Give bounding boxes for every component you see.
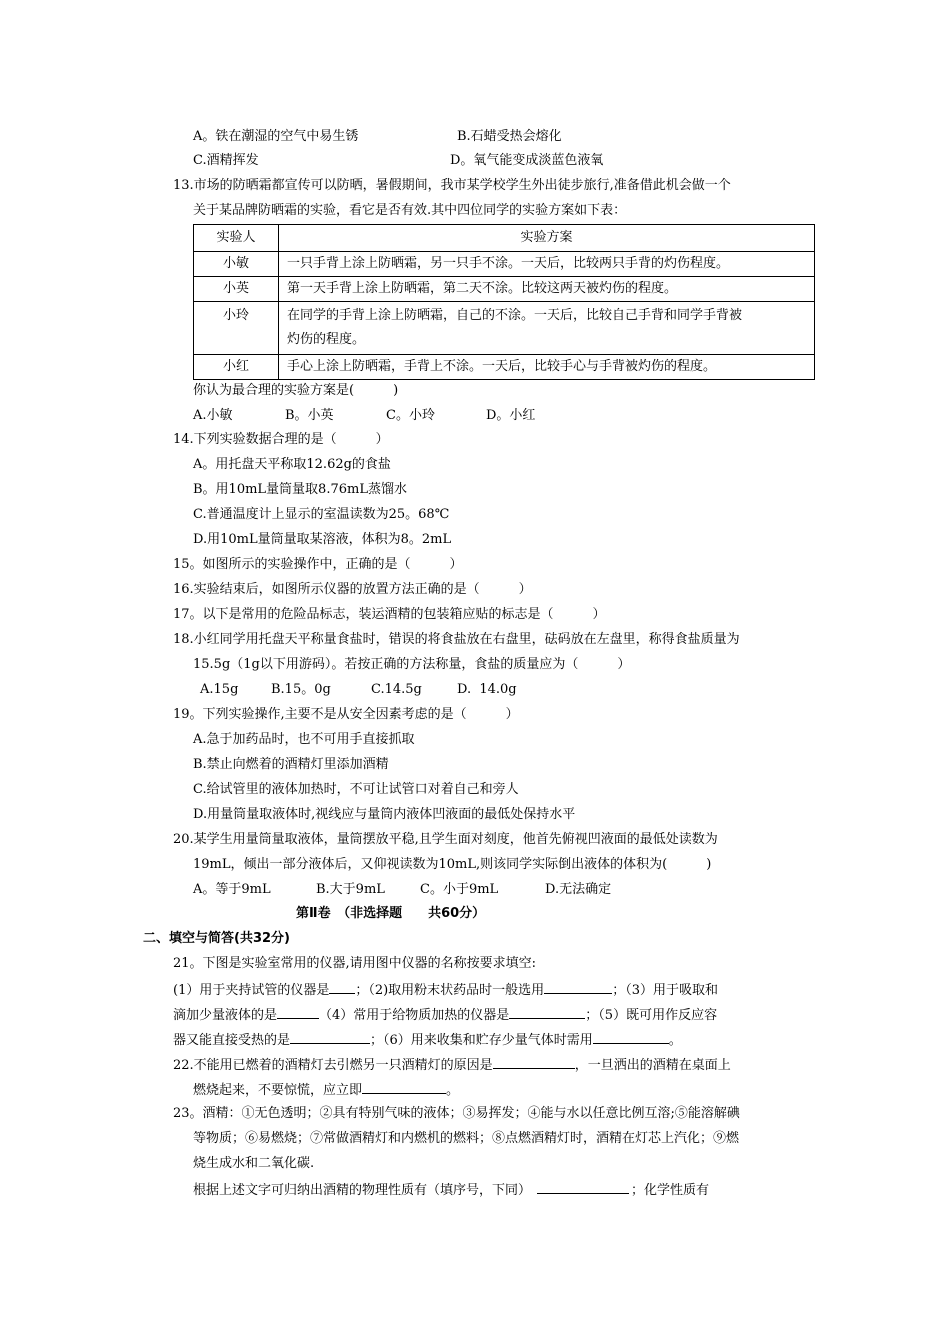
- q20-option-a: A。等于9mL: [193, 882, 271, 897]
- q14-option-d: D.用10mL量筒量取某溶液，体积为8。2mL: [193, 532, 452, 547]
- q12-option-a: A。铁在潮湿的空气中易生锈: [193, 129, 359, 144]
- q23-line1: 23。酒精：①无色透明；②具有特别气味的液体；③易挥发；④能与水以任意比例互溶;⑤能溶解碘: [173, 1106, 740, 1121]
- q14-option-c: C.普通温度计上显示的室温读数为25。68℃: [193, 507, 450, 522]
- q15-stem: 15。如图所示的实验操作中，正确的是（ ）: [173, 557, 463, 572]
- table-header-plan: 实验方案: [279, 225, 815, 252]
- q12-option-d: D。氧气能变成淡蓝色液氧: [450, 153, 604, 168]
- table-header-person: 实验人: [194, 225, 279, 252]
- answer-blank[interactable]: [277, 1005, 319, 1019]
- q21-text: 滴加少量液体的是: [173, 1008, 278, 1023]
- q13-stem-line1: 13.市场的防晒霜都宣传可以防晒，暑假期间，我市某学校学生外出徒步旅行,准备借此机会做一个: [173, 178, 731, 193]
- q19-option-d: D.用量筒量取液体时,视线应与量筒内液体凹液面的最低处保持水平: [193, 807, 576, 822]
- table-cell-plan-line1: 在同学的手背上涂上防晒霜，自己的不涂。一天后，比较自己手背和同学手背被: [287, 308, 743, 323]
- q23-text: ；化学性质有: [631, 1183, 710, 1198]
- q20-option-b: B.大于9mL: [316, 882, 385, 897]
- q23-line2: 等物质；⑥易燃烧；⑦常做酒精灯和内燃机的燃料；⑧点燃酒精灯时，酒精在灯芯上汽化；⑨燃: [193, 1131, 740, 1146]
- q20-stem-line2: 19mL，倾出一部分液体后，又仰视读数为10mL,则该同学实际倒出液体的体积为( ): [193, 857, 712, 872]
- table-cell-plan-line2: 灼伤的程度。: [287, 332, 366, 347]
- table-row: [194, 302, 815, 355]
- q13-option-c: C。小玲: [386, 408, 435, 423]
- q22-text: 22.不能用已燃着的酒精灯去引燃另一只酒精灯的原因是: [173, 1058, 493, 1073]
- q21-text: ；（6）用来收集和贮存少量气体时需用: [370, 1033, 593, 1048]
- q13-option-a: A.小敏: [193, 408, 233, 423]
- q14-stem: 14.下列实验数据合理的是（ ）: [173, 432, 389, 447]
- answer-blank[interactable]: [290, 1030, 370, 1044]
- q21-stem: 21。下图是实验室常用的仪器,请用图中仪器的名称按要求填空:: [173, 956, 537, 971]
- q22-text: 燃烧起来，不要惊慌，应立即: [193, 1083, 363, 1098]
- q20-option-d: D.无法确定: [545, 882, 612, 897]
- table-cell-plan: 一只手背上涂上防晒霜，另一只手不涂。一天后，比较两只手背的灼伤程度。: [279, 252, 815, 277]
- q18-option-c: C.14.5g: [371, 682, 422, 697]
- q14-option-a: A。用托盘天平称取12.62g的食盐: [193, 457, 391, 472]
- table-cell-plan: [279, 302, 815, 355]
- table-cell-person: 小红: [194, 355, 279, 380]
- answer-blank[interactable]: [593, 1030, 669, 1044]
- q17-stem: 17。以下是常用的危险品标志，装运酒精的包装箱应贴的标志是（ ）: [173, 607, 606, 622]
- table-cell-person: 小玲: [194, 302, 279, 355]
- q23-line4: [193, 1180, 709, 1200]
- q19-stem: 19。下列实验操作,主要不是从安全因素考虑的是（ ）: [173, 707, 519, 722]
- q16-stem: 16.实验结束后，如图所示仪器的放置方法正确的是（ ）: [173, 582, 532, 597]
- q22-text: ，一旦洒出的酒精在桌面上: [574, 1058, 731, 1073]
- table-header-row: [194, 225, 815, 252]
- q21-text: ；（2)取用粉末状药品时一般选用: [355, 983, 545, 998]
- q19-option-b: B.禁止向燃着的酒精灯里添加酒精: [193, 757, 389, 772]
- answer-blank[interactable]: [329, 980, 355, 994]
- q18-stem-line2: 15.5g（1g以下用游码）。若按正确的方法称量，食盐的质量应为（ ）: [193, 657, 631, 672]
- answer-blank[interactable]: [537, 1180, 629, 1194]
- q21-text: 器又能直接受热的是: [173, 1033, 291, 1048]
- q22-line1: [173, 1055, 731, 1075]
- q18-stem-line1: 18.小红同学用托盘天平称量食盐时，错误的将食盐放在右盘里，砝码放在左盘里，称得食盐质量为: [173, 632, 740, 647]
- table-row: [194, 355, 815, 380]
- q20-option-c: C。小于9mL: [420, 882, 499, 897]
- q21-text: 。: [668, 1033, 682, 1048]
- q22-text: 。: [446, 1083, 460, 1098]
- q23-text: 根据上述文字可归纳出酒精的物理性质有（填序号，下同）: [193, 1183, 532, 1198]
- table-cell-plan: 第一天手背上涂上防晒霜，第二天不涂。比较这两天被灼伤的程度。: [279, 277, 815, 302]
- table-cell-plan: 手心上涂上防晒霜，手背上不涂。一天后，比较手心与手背被灼伤的程度。: [279, 355, 815, 380]
- answer-blank[interactable]: [509, 1005, 585, 1019]
- q21-text: ；（3）用于吸取和: [612, 983, 718, 998]
- part2-title: 第Ⅱ卷 （非选择题 共60分）: [296, 906, 486, 921]
- answer-blank[interactable]: [362, 1080, 446, 1094]
- q19-option-c: C.给试管里的液体加热时，不可让试管口对着自己和旁人: [193, 782, 519, 797]
- q13-ask: 你认为最合理的实验方案是( ): [193, 383, 399, 398]
- q13-stem-line2: 关于某品牌防晒霜的实验，看它是否有效.其中四位同学的实验方案如下表：: [193, 203, 627, 218]
- q18-option-d: D. 14.0g: [457, 682, 517, 697]
- q13-option-b: B。小英: [285, 408, 334, 423]
- q12-option-b: B.石蜡受热会熔化: [457, 129, 562, 144]
- q21-text: ；（5）既可用作反应容: [585, 1008, 718, 1023]
- table-cell-person: 小英: [194, 277, 279, 302]
- q14-option-b: B。用10mL量筒量取8.76mL蒸馏水: [193, 482, 407, 497]
- q21-line1: [173, 980, 718, 1000]
- table-cell-person: 小敏: [194, 252, 279, 277]
- q19-option-a: A.急于加药品时，也不可用手直接抓取: [193, 732, 415, 747]
- q23-line3: 烧生成水和二氧化碳.: [193, 1156, 315, 1171]
- answer-blank[interactable]: [493, 1055, 575, 1069]
- table-row: [194, 252, 815, 277]
- q20-stem-line1: 20.某学生用量筒量取液体，量筒摆放平稳,且学生面对刻度，他首先俯视凹液面的最低处读数为: [173, 832, 718, 847]
- q18-option-a: A.15g: [200, 682, 239, 697]
- q13-option-d: D。小红: [486, 408, 536, 423]
- q21-line2: [173, 1005, 717, 1025]
- answer-blank[interactable]: [544, 980, 612, 994]
- q21-line3: [173, 1030, 682, 1050]
- q18-option-b: B.15。0g: [271, 682, 331, 697]
- table-row: [194, 277, 815, 302]
- q22-line2: [193, 1080, 459, 1100]
- section2-title: 二、填空与简答(共32分): [143, 931, 290, 946]
- q21-text: （4）常用于给物质加热的仪器是: [319, 1008, 510, 1023]
- q21-text: (1）用于夹持试管的仪器是: [173, 983, 330, 998]
- q12-option-c: C.酒精挥发: [193, 153, 259, 168]
- experiment-table: [193, 224, 815, 380]
